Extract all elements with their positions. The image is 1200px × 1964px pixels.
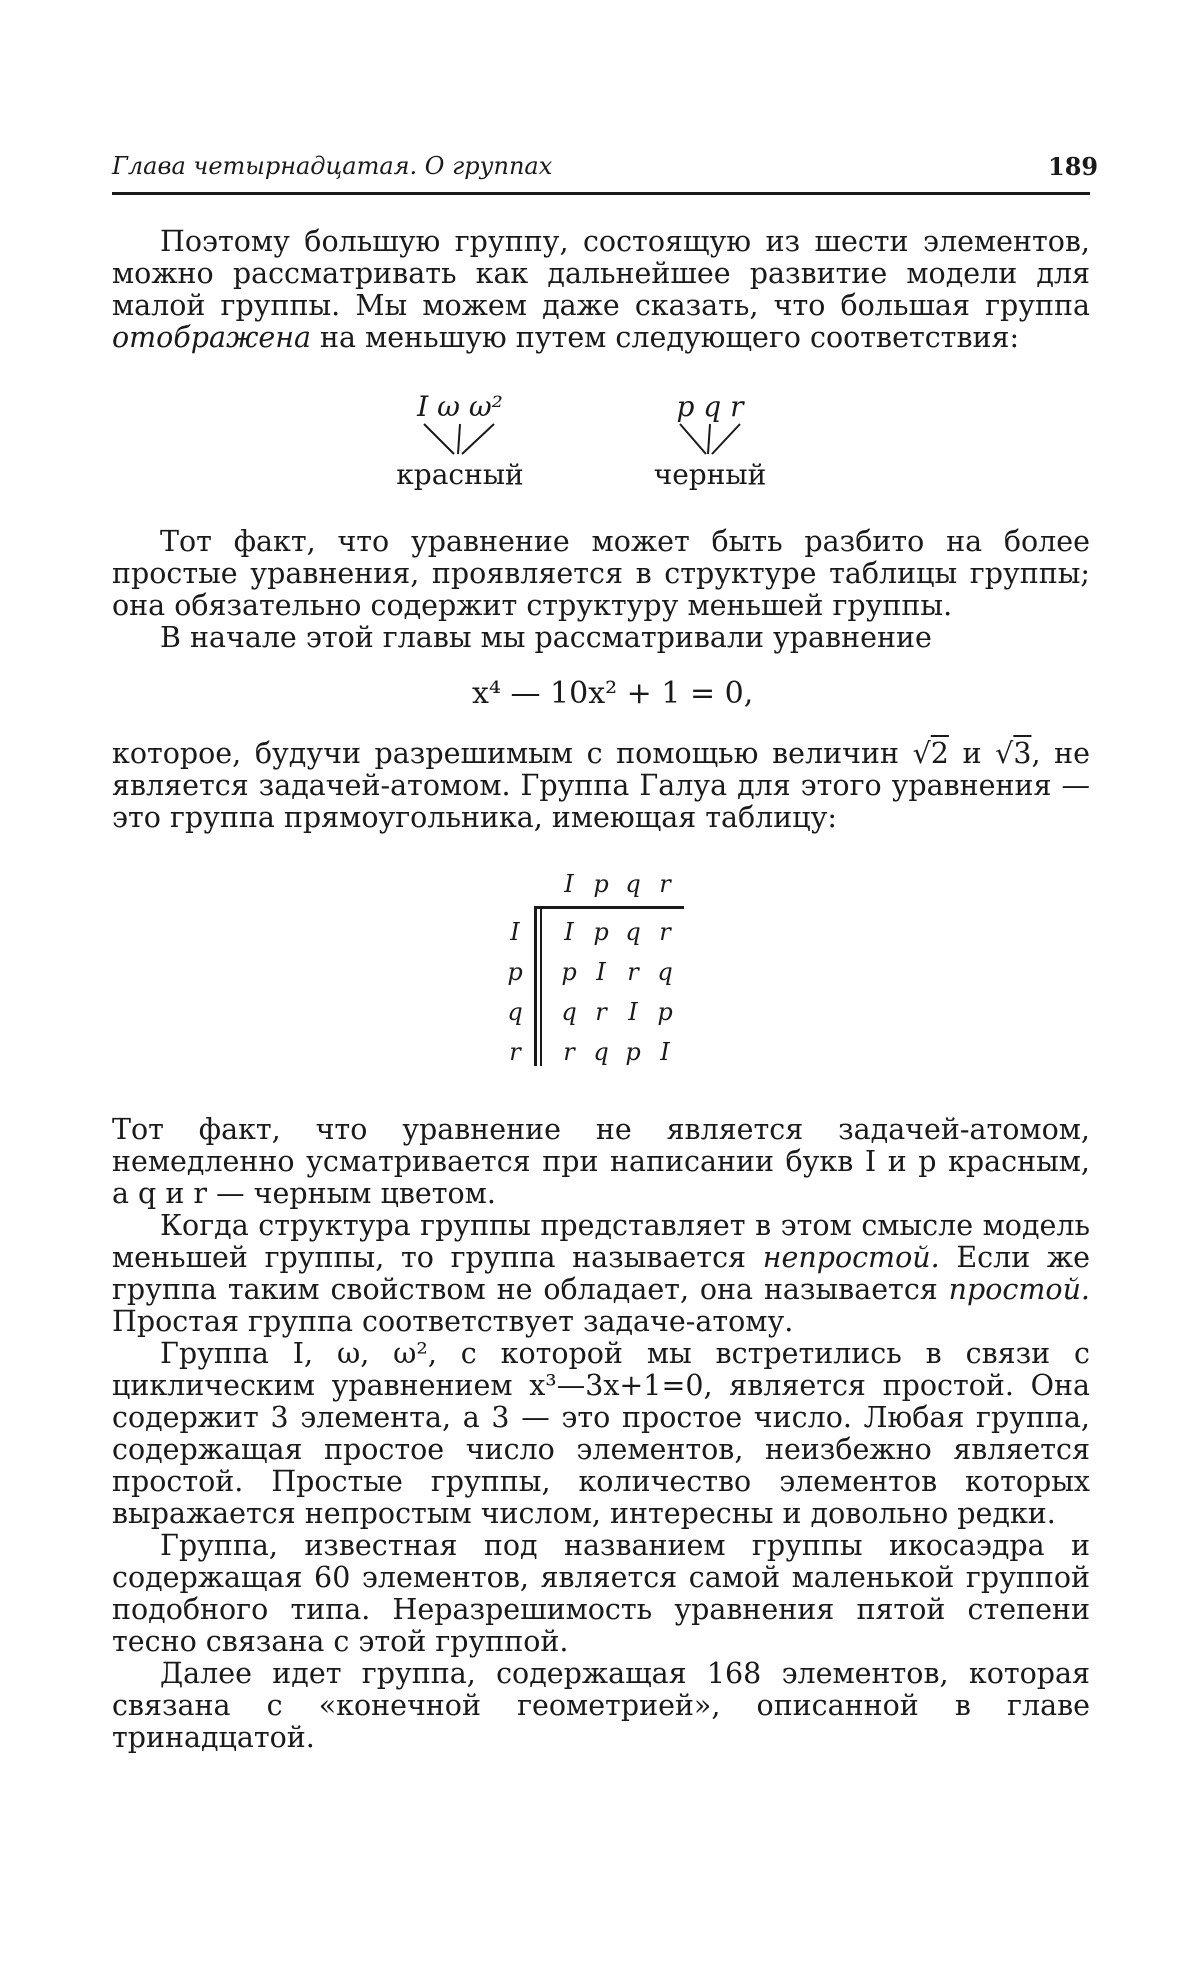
col-header: q	[625, 870, 641, 898]
table-cell: r	[659, 918, 671, 946]
paragraph-6-emphasis-2: простой.	[948, 1273, 1090, 1306]
paragraph-5	[112, 1114, 1090, 1754]
table-cell: p	[657, 998, 673, 1026]
paragraph-6-emphasis-1: непростой.	[762, 1241, 940, 1274]
left-label: красный	[396, 458, 524, 491]
table-cell: I	[628, 998, 638, 1026]
paragraph-4-text-b: и √	[948, 737, 1014, 770]
paragraph-8-text: Группа, известная под названием группы икосаэдра и содержащая 60 элементов, является самой маленькой группой подобного типа. Неразрешимость уравнения пятой степени тесно связана с этой группой.	[112, 1529, 1090, 1658]
equation-quartic: x⁴ — 10x² + 1 = 0,	[472, 676, 754, 711]
paragraph-6-text-b: Если же группа таким свойством не обладает, она называется	[112, 1241, 1090, 1306]
table-cell: I	[564, 918, 574, 946]
row-header: p	[507, 958, 523, 986]
group-table	[500, 870, 700, 1070]
paragraph-5-text: Тот факт, что уравнение не является задачей-атомом, немедленно усматривается при написании букв I и p красным, а q и r — черным цветом.	[112, 1113, 1090, 1210]
col-header: r	[659, 870, 671, 898]
paragraph-7-text: Группа I, ω, ω², с которой мы встретились в связи с циклическим уравнением x³—3x+1=0, является простой. Она содержит 3 элемента, а 3 — это простое число. Любая группа, содержащая простое число элементов, неизбежно является простой. Простые группы, количество элементов которых выражается непростым числом, интересны и довольно редки.	[112, 1337, 1090, 1530]
table-cell: r	[563, 1038, 575, 1066]
table-cell: r	[595, 998, 607, 1026]
paragraph-9-text: Далее идет группа, содержащая 168 элементов, которая связана с «конечной геометрией», описанной в главе тринадцатой.	[112, 1657, 1090, 1754]
paragraph-2-text: Тот факт, что уравнение может быть разбито на более простые уравнения, проявляется в структуре таблицы группы; она обязательно содержит структуру меньшей группы.	[112, 525, 1090, 622]
paragraph-1-tail: на меньшую путем следующего соответствия:	[311, 321, 1020, 354]
paragraph-2	[112, 526, 1090, 654]
paragraph-4	[112, 738, 1090, 834]
sqrt-three-radicand: 3	[1013, 737, 1032, 770]
row-header: q	[507, 998, 523, 1026]
paragraph-1-emphasis: отображена	[112, 321, 311, 354]
table-cell: p	[561, 958, 577, 986]
sqrt-two-radicand: 2	[930, 737, 949, 770]
left-symbols: I ω ω²	[417, 390, 503, 423]
table-left-rule	[534, 906, 537, 1066]
table-cell: q	[561, 998, 577, 1026]
table-cell: q	[657, 958, 673, 986]
table-cell: I	[596, 958, 606, 986]
paragraph-4-text-a: которое, будучи разрешимым с помощью величин √	[112, 737, 931, 770]
paragraph-6-text-c: Простая группа соответствует задаче-атому.	[112, 1305, 794, 1338]
right-symbols: p q r	[676, 390, 744, 423]
col-header: p	[593, 870, 609, 898]
table-cell: q	[593, 1038, 609, 1066]
table-top-rule	[534, 906, 684, 909]
row-header: I	[510, 918, 520, 946]
paragraph-3-text: В начале этой главы мы рассматривали уравнение	[160, 621, 932, 654]
paragraph-6-text-a: Когда структура группы представляет в этом смысле модель меньшей группы, то группа называется	[112, 1209, 1090, 1274]
row-header: r	[509, 1038, 521, 1066]
paragraph-1-text: Поэтому большую группу, состоящую из шести элементов, можно рассматривать как дальнейшее развитие модели для малой группы. Мы можем даже сказать, что большая группа	[112, 225, 1090, 322]
table-cell: I	[660, 1038, 670, 1066]
table-left-rule-inner	[540, 906, 542, 1066]
table-cell: p	[593, 918, 609, 946]
left-merge-lines	[380, 420, 540, 460]
table-cell: q	[625, 918, 641, 946]
right-merge-lines	[630, 420, 790, 460]
paragraph-4-text-c: , не является задачей-атомом. Группа Галуа для этого уравнения — это группа прямоугольника, имеющая таблицу:	[112, 737, 1091, 834]
paragraph-1	[112, 226, 1090, 354]
right-label: черный	[653, 458, 767, 491]
page-number: 189	[1048, 152, 1099, 181]
header-rule	[112, 192, 1090, 195]
running-header: Глава четырнадцатая. О группах	[112, 152, 553, 180]
table-cell: p	[625, 1038, 641, 1066]
col-header: I	[564, 870, 574, 898]
table-cell: r	[627, 958, 639, 986]
